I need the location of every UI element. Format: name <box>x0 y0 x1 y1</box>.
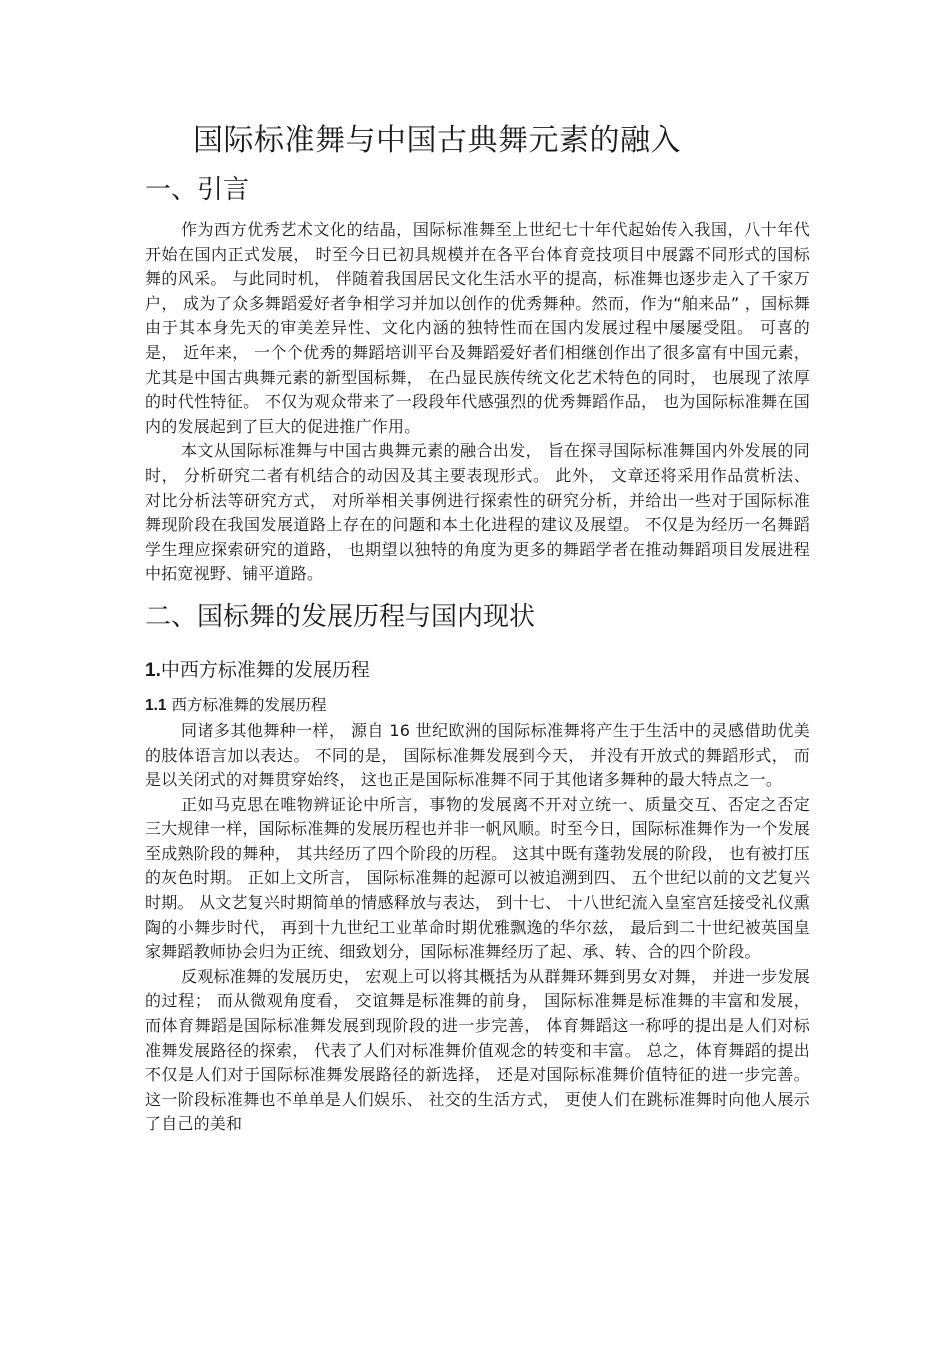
document-title: 国际标准舞与中国古典舞元素的融入 <box>193 123 681 158</box>
subsubsection-heading <box>145 692 810 719</box>
paragraph: 正如马克思在唯物辨证论中所言，事物的发展离不开对立统一、质量交互、否定之否定三大规律一样，国际标准舞的发展历程也并非一帆风顺。时至今日，国际标准舞作为一个发展至成熟阶段的舞种， 其共经历了四个阶段的历程。 这其中既有蓬勃发展的阶段， 也有被打压的灰色时期。 正如上文所言， 国际标准舞的起源可以被追溯到四、 五个世纪以前的文艺复兴时期。 从文艺复兴时期简单的情感释放与表达， 到十七、 十八世纪流入皇室宫廷接受礼仪熏陶的小舞步时代， 再到十九世纪工业革命时期优雅飘逸的华尔兹， 最后到二十世纪被英国皇家舞蹈教师协会归为正统、细致划分，国际标准舞经历了起、承、转、合的四个阶段。 <box>145 794 810 962</box>
section-heading-development: 二、国标舞的发展历程与国内现状 <box>145 601 536 632</box>
spacer <box>145 210 810 218</box>
subsubsection-number: 1.1 <box>145 696 167 714</box>
subsection-number: 1. <box>145 659 161 681</box>
subsection-heading <box>145 653 810 688</box>
paragraph: 本文从国际标准舞与中国古典舞元素的融合出发， 旨在探寻国际标准舞国内外发展的同时， 分析研究二者有机结合的动因及其主要表现形式。 此外， 文章还将采用作品赏析法、 对比分析法等研究方式， 对所举相关事例进行探索性的研究分析，并给出一些对于国际标准舞现阶段在我国发展道路上存在的问题和本土化进程的建议及展望。 不仅是为经历一名舞蹈学生理应探索研究的道路， 也期望以独特的角度为更多的舞蹈学者在推动舞蹈项目发展进程中拓宽视野、铺平道路。 <box>145 441 810 584</box>
section-heading-introduction: 一、引言 <box>145 175 250 205</box>
subsection-title: 中西方标准舞的发展历程 <box>160 658 370 681</box>
subsubsection-title: 西方标准舞的发展历程 <box>166 695 327 714</box>
paragraph: 作为西方优秀艺术文化的结晶，国际标准舞至上世纪七十年代起始传入我国，八十年代开始在国内正式发展， 时至今日已初具规模并在各平台体育竞技项目中展露不同形式的国标舞的风采。 与此同时机， 伴随着我国居民文化生活水平的提高，标准舞也逐步走入了千家万户， 成为了众多舞蹈爱好者争相学习并加以创作的优秀舞种。然而，作为“舶来品” ，国标舞由于其本身先天的审美差异性、文化内涵的独特性而在国内发展过程中屡屡受阻。 可喜的是， 近年来， 一个个优秀的舞蹈培训平台及舞蹈爱好者们相继创作出了很多富有中国元素， 尤其是中国古典舞元素的新型国标舞， 在凸显民族传统文化艺术特色的同时， 也展现了浓厚的时代性特征。 不仅为观众带来了一段段年代感强烈的优秀舞蹈作品， 也为国际标准舞在国内的发展起到了巨大的促进推广作用。 <box>145 220 810 436</box>
document-page <box>145 118 810 1137</box>
paragraph: 同诸多其他舞种一样， 源自 16 世纪欧洲的国际标准舞将产生于生活中的灵感借助优美的肢体语言加以表达。 不同的是， 国际标准舞发展到今天， 并没有开放式的舞蹈形式， 而是以关闭式的对舞贯穿始终， 这也正是国际标准舞不同于其他诸多舞种的最大特点之一。 <box>145 720 810 790</box>
paragraph: 反观标准舞的发展历史， 宏观上可以将其概括为从群舞环舞到男女对舞， 并进一步发展的过程； 而从微观角度看， 交谊舞是标准舞的前身， 国际标准舞是标准舞的丰富和发展， 而体育舞蹈是国际标准舞发展到现阶段的进一步完善， 体育舞蹈这一称呼的提出是人们对标准舞发展路径的探索， 代表了人们对标准舞价值观念的转变和丰富。 总之，体育舞蹈的提出不仅是人们对于国际标准舞发展路径的新选择， 还是对国际标准舞价值特征的进一步完善。 这一阶段标准舞也不单单是人们娱乐、 社交的生活方式， 更使人们在跳标准舞时向他人展示了自己的美和 <box>145 966 810 1134</box>
